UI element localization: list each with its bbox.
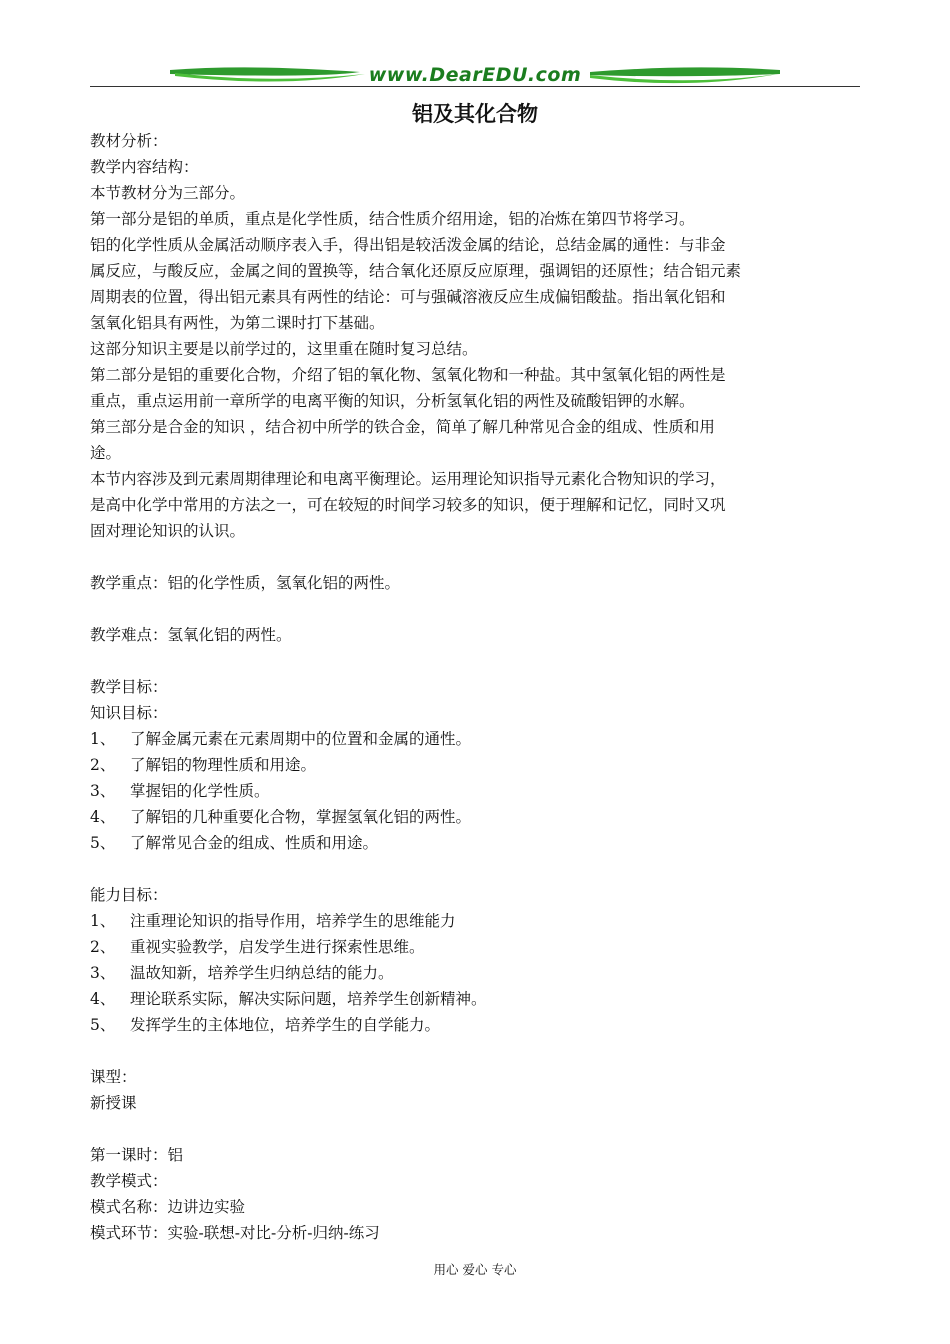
list-item: 1、 注重理论知识的指导作用，培养学生的思维能力 [90, 912, 456, 930]
list-item: 5、 发挥学生的主体地位，培养学生的自学能力。 [90, 1016, 441, 1034]
paragraph-line: 固对理论知识的认识。 [90, 522, 246, 540]
lesson-type: 新授课 [90, 1094, 137, 1112]
list-item: 3、 掌握铝的化学性质。 [90, 782, 270, 800]
list-item: 2、 了解铝的物理性质和用途。 [90, 756, 317, 774]
header-rule [90, 86, 860, 87]
ability-heading: 能力目标： [90, 886, 168, 904]
content-structure-heading: 教学内容结构： [90, 158, 199, 176]
key-point: 教学重点：铝的化学性质，氢氧化铝的两性。 [90, 574, 401, 592]
difficulty: 教学难点：氢氧化铝的两性。 [90, 626, 292, 644]
site-header [90, 62, 860, 92]
objectives-heading: 教学目标： [90, 678, 168, 696]
document-title: 铝及其化合物 [412, 102, 538, 126]
list-item: 4、 理论联系实际，解决实际问题，培养学生创新精神。 [90, 990, 487, 1008]
knowledge-heading: 知识目标： [90, 704, 168, 722]
paragraph: 这部分知识主要是以前学过的，这里重在随时复习总结。 [90, 340, 478, 358]
site-url-logo: www.DearEDU.com [368, 64, 582, 86]
paragraph-line: 铝的化学性质从金属活动顺序表入手，得出铝是较活泼金属的结论，总结金属的通性：与非金 [90, 236, 726, 254]
paragraph-line: 本节内容涉及到元素周期律理论和电离平衡理论。运用理论知识指导元素化合物知识的学习， [90, 470, 726, 488]
paragraph: 本节教材分为三部分。 [90, 184, 246, 202]
paragraph-line: 氢氧化铝具有两性，为第二课时打下基础。 [90, 314, 385, 332]
page-footer: 用心 爱心 专心 [433, 1262, 517, 1277]
mode-name: 模式名称：边讲边实验 [90, 1198, 246, 1216]
paragraph-line: 途。 [90, 444, 122, 462]
paragraph-line: 重点，重点运用前一章所学的电离平衡的知识，分析氢氧化铝的两性及硫酸铝钾的水解。 [90, 392, 695, 410]
list-item: 2、 重视实验教学，启发学生进行探索性思维。 [90, 938, 425, 956]
paragraph-line: 是高中化学中常用的方法之一，可在较短的时间学习较多的知识，便于理解和记忆，同时又巩 [90, 496, 726, 514]
teaching-mode-label: 教学模式： [90, 1172, 168, 1190]
paragraph-line: 属反应，与酸反应，金属之间的置换等，结合氧化还原反应原理，强调铝的还原性；结合铝元素 [90, 262, 742, 280]
list-item: 5、 了解常见合金的组成、性质和用途。 [90, 834, 379, 852]
paragraph-line: 第三部分是合金的知识 ，结合初中所学的铁合金，简单了解几种常见合金的组成、性质和用 [90, 418, 715, 436]
textbook-analysis-heading: 教材分析： [90, 132, 168, 150]
document-body [90, 128, 870, 1246]
mode-steps: 模式环节：实验-联想-对比-分析-归纳-练习 [90, 1224, 380, 1242]
paragraph-line: 第二部分是铝的重要化合物，介绍了铝的氧化物、氢氧化物和一种盐。其中氢氧化铝的两性是 [90, 366, 726, 384]
first-lesson: 第一课时：铝 [90, 1146, 184, 1164]
paragraph: 第一部分是铝的单质，重点是化学性质，结合性质介绍用途，铝的冶炼在第四节将学习。 [90, 210, 695, 228]
paragraph-line: 周期表的位置，得出铝元素具有两性的结论：可与强碱溶液反应生成偏铝酸盐。指出氧化铝和 [90, 288, 726, 306]
list-item: 3、 温故知新，培养学生归纳总结的能力。 [90, 964, 394, 982]
list-item: 4、 了解铝的几种重要化合物，掌握氢氧化铝的两性。 [90, 808, 472, 826]
list-item: 1、 了解金属元素在元素周期中的位置和金属的通性。 [90, 730, 472, 748]
lesson-type-label: 课型： [90, 1068, 137, 1086]
